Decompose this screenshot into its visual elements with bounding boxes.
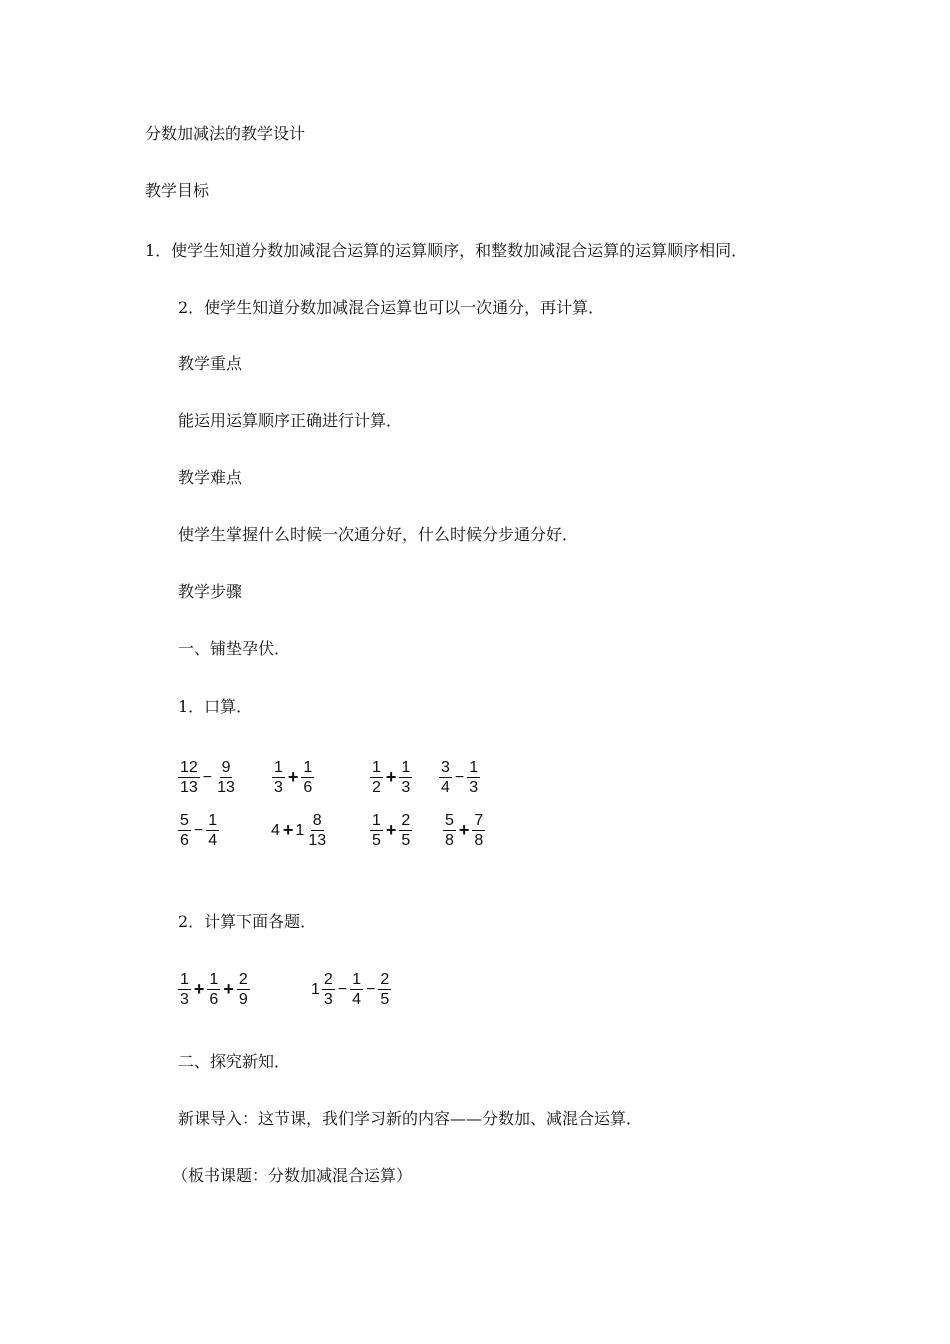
fraction: $\frac{1}{4}$ (352, 971, 362, 1008)
fraction: $\frac{2}{5}$ (380, 971, 390, 1008)
fraction: $\frac{1}{6}$ (303, 759, 313, 796)
plus-sign: + (282, 820, 294, 840)
plus-sign: + (287, 767, 299, 787)
fraction: $\frac{2}{9}$ (238, 971, 248, 1008)
plus-sign: + (458, 820, 470, 840)
lesson-intro: 新课导入：这节课，我们学习新的内容——分数加、减混合运算． (178, 1109, 643, 1128)
oral-expression-6 (271, 811, 329, 850)
oral-expression-8 (442, 811, 486, 850)
key-heading: 教学重点 (178, 354, 243, 373)
fraction: $\frac{5}{6}$ (180, 812, 189, 849)
whole-number: 1 (295, 821, 305, 839)
plus-sign: + (223, 979, 234, 999)
key-text: 能运用运算顺序正确进行计算． (178, 411, 403, 430)
fraction: $\frac{1}{2}$ (372, 759, 381, 796)
fraction: $\frac{12}{13}$ (180, 759, 198, 796)
document-title: 分数加减法的教学设计 (145, 124, 306, 143)
difficulty-heading: 教学难点 (178, 468, 243, 487)
board-title-note: （板书课题：分数加减混合运算） (172, 1166, 413, 1185)
calc-expression-1 (177, 970, 251, 1009)
goal-2: 2．使学生知道分数加减混合运算也可以一次通分，再计算． (178, 298, 605, 317)
steps-heading: 教学步骤 (178, 582, 243, 601)
difficulty-text: 使学生掌握什么时候一次通分好，什么时候分步通分好． (178, 525, 579, 544)
fraction: $\frac{9}{13}$ (217, 759, 235, 796)
minus-sign: − (337, 980, 348, 998)
item-2-calculate: 2．计算下面各题． (178, 912, 317, 931)
fraction: $\frac{2}{3}$ (323, 971, 333, 1008)
whole-number: 4 (271, 821, 280, 839)
minus-sign: − (193, 821, 204, 839)
fraction: $\frac{1}{5}$ (372, 812, 381, 849)
fraction: $\frac{2}{5}$ (401, 812, 411, 849)
oral-expression-1 (177, 758, 238, 797)
fraction: $\frac{1}{3}$ (274, 759, 283, 796)
fraction: $\frac{1}{3}$ (469, 759, 479, 796)
plus-sign: + (385, 820, 397, 840)
plus-sign: + (385, 767, 397, 787)
item-1-oral: 1．口算． (178, 697, 253, 716)
plus-sign: + (193, 979, 205, 999)
section-1-heading: 一、铺垫孕伏． (178, 639, 291, 658)
oral-expression-2 (271, 758, 315, 797)
oral-expression-3 (369, 758, 413, 797)
minus-sign: − (202, 768, 213, 786)
calc-expression-2 (311, 970, 392, 1009)
fraction: $\frac{3}{4}$ (441, 759, 450, 796)
minus-sign: − (454, 768, 465, 786)
fraction: $\frac{1}{3}$ (180, 971, 189, 1008)
fraction: $\frac{1}{4}$ (208, 812, 218, 849)
oral-expression-7 (369, 811, 413, 850)
fraction: $\frac{1}{6}$ (209, 971, 219, 1008)
oral-expression-5 (177, 811, 220, 850)
section-2-heading: 二、探究新知． (178, 1052, 291, 1071)
minus-sign: − (366, 980, 376, 998)
fraction: $\frac{1}{3}$ (401, 759, 411, 796)
fraction: $\frac{7}{8}$ (474, 812, 484, 849)
goal-1: 1．使学生知道分数加减混合运算的运算顺序，和整数加减混合运算的运算顺序相同． (145, 241, 748, 260)
whole-number: 1 (311, 980, 320, 998)
goals-heading: 教学目标 (145, 181, 210, 200)
fraction: $\frac{8}{13}$ (308, 812, 327, 849)
fraction: $\frac{5}{8}$ (445, 812, 454, 849)
oral-expression-4 (438, 758, 481, 797)
